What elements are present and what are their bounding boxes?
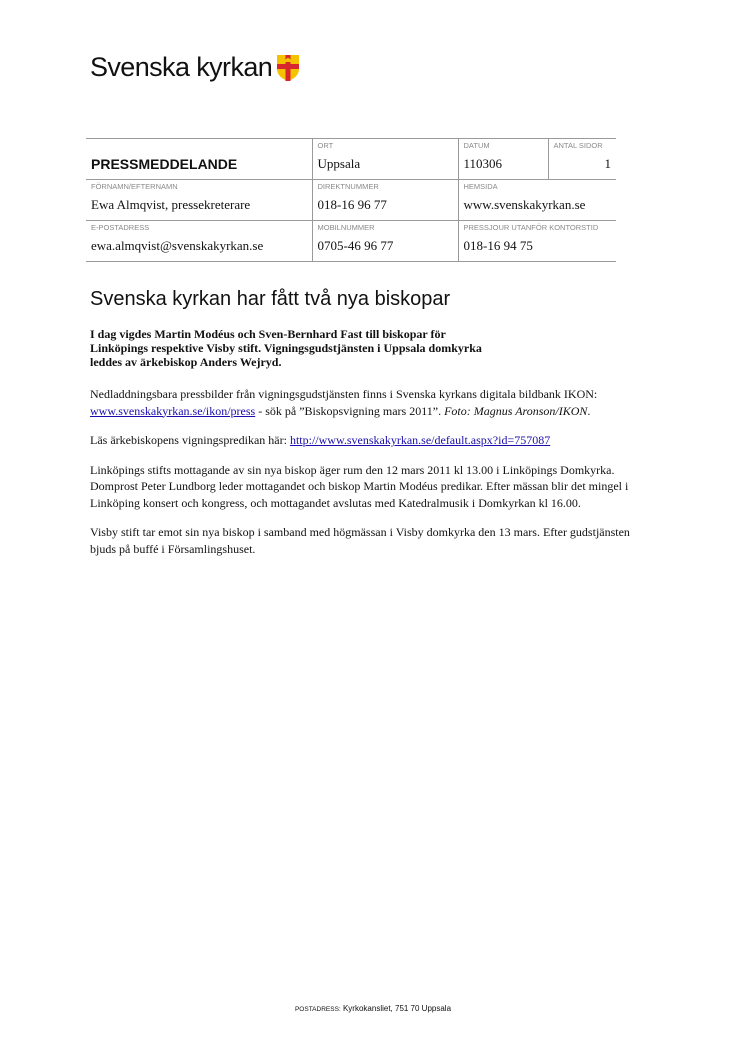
ort-cell <box>312 139 458 180</box>
article <box>90 287 635 570</box>
info-row-1 <box>86 139 616 180</box>
mobil-cell <box>312 221 458 262</box>
antal-label: ANTAL SIDOR <box>553 141 603 150</box>
footer-label: POSTADRESS: <box>294 1006 341 1013</box>
namn-cell <box>86 180 312 221</box>
epost-cell <box>86 221 312 262</box>
lead-line: I dag vigdes Martin Modéus och Sven-Bernhard Fast till biskopar för <box>90 327 446 341</box>
ort-value: Uppsala <box>317 156 361 171</box>
title-cell <box>86 139 312 180</box>
direkt-label: DIREKTNUMMER <box>317 182 379 191</box>
datum-value: 110306 <box>463 156 503 171</box>
footer-value: Kyrkokansliet, 751 70 Uppsala <box>342 1004 452 1013</box>
logo <box>90 52 300 83</box>
namn-label: FÖRNAMN/EFTERNAMN <box>91 182 178 191</box>
datum-cell <box>458 139 548 180</box>
lead-line: leddes av ärkebiskop Anders Wejryd. <box>90 355 282 369</box>
ort-label: ORT <box>317 141 334 150</box>
hemsida-cell <box>458 180 616 221</box>
document-type: PRESSMEDDELANDE <box>91 156 238 172</box>
church-shield-icon <box>276 54 300 82</box>
direkt-cell <box>312 180 458 221</box>
hemsida-label: HEMSIDA <box>463 182 498 191</box>
paragraph-linkoping: Linköpings stifts mottagande av sin nya biskop äger rum den 12 mars 2011 kl 13.00 i Linköpings Domkyrka. Domprost Peter Lundborg leder mottagandet och biskop Martin Modéus predikar. Efter mässan blir det mingel i Linköping konsert och kongress, och mottagandet avslutas med Katedralmusik i Domkyrkan kl 16.00. <box>90 462 629 510</box>
pressjour-value: 018-16 94 75 <box>463 238 533 253</box>
paragraph-predikan: Läs ärkebiskopens vigningspredikan här: http://www.svenskakyrkan.se/default.aspx?id=757087 <box>90 433 551 447</box>
hemsida-value: www.svenskakyrkan.se <box>463 197 586 212</box>
article-lead <box>90 327 635 369</box>
lead-line: Linköpings respektive Visby stift. Vigningsgudstjänsten i Uppsala domkyrka <box>90 341 482 355</box>
namn-value: Ewa Almqvist, pressekreterare <box>91 197 251 212</box>
datum-label: DATUM <box>463 141 490 150</box>
predikan-link[interactable]: http://www.svenskakyrkan.se/default.aspx?id=757087 <box>289 433 551 447</box>
pressjour-label: PRESSJOUR UTANFÖR KONTORSTID <box>463 223 599 232</box>
epost-label: E-POSTADRESS <box>91 223 150 232</box>
paragraph-visby: Visby stift tar emot sin nya biskop i samband med högmässan i Visby domkyrka den 13 mars. Efter gudstjänsten bjuds på buffé i Församlingshuset. <box>90 525 630 556</box>
info-row-2 <box>86 180 616 221</box>
press-info-table <box>86 138 616 262</box>
photo-credit: Foto: Magnus Aronson/IKON <box>444 403 588 418</box>
mobil-label: MOBILNUMMER <box>317 223 375 232</box>
epost-value: ewa.almqvist@svenskakyrkan.se <box>91 238 264 253</box>
mobil-value: 0705-46 96 77 <box>317 238 394 253</box>
pressjour-cell <box>458 221 616 262</box>
ikon-press-link[interactable]: www.svenskakyrkan.se/ikon/press <box>90 403 256 418</box>
antal-value: 1 <box>604 156 611 171</box>
info-row-3 <box>86 221 616 262</box>
antal-cell <box>548 139 616 180</box>
footer-address <box>0 1004 746 1013</box>
direkt-value: 018-16 96 77 <box>317 197 387 212</box>
article-headline: Svenska kyrkan har fått två nya biskopar <box>90 288 451 310</box>
logo-text: Svenska kyrkan <box>90 52 273 82</box>
paragraph-pressbilder: Nedladdningsbara pressbilder från vigningsgudstjänsten finns i Svenska kyrkans digitala bildbank IKON: www.svenskakyrkan.se/ikon/press - sök på ”Biskopsvigning mars 2011”. Foto: Magnus Aronson/IKON. <box>90 387 598 418</box>
